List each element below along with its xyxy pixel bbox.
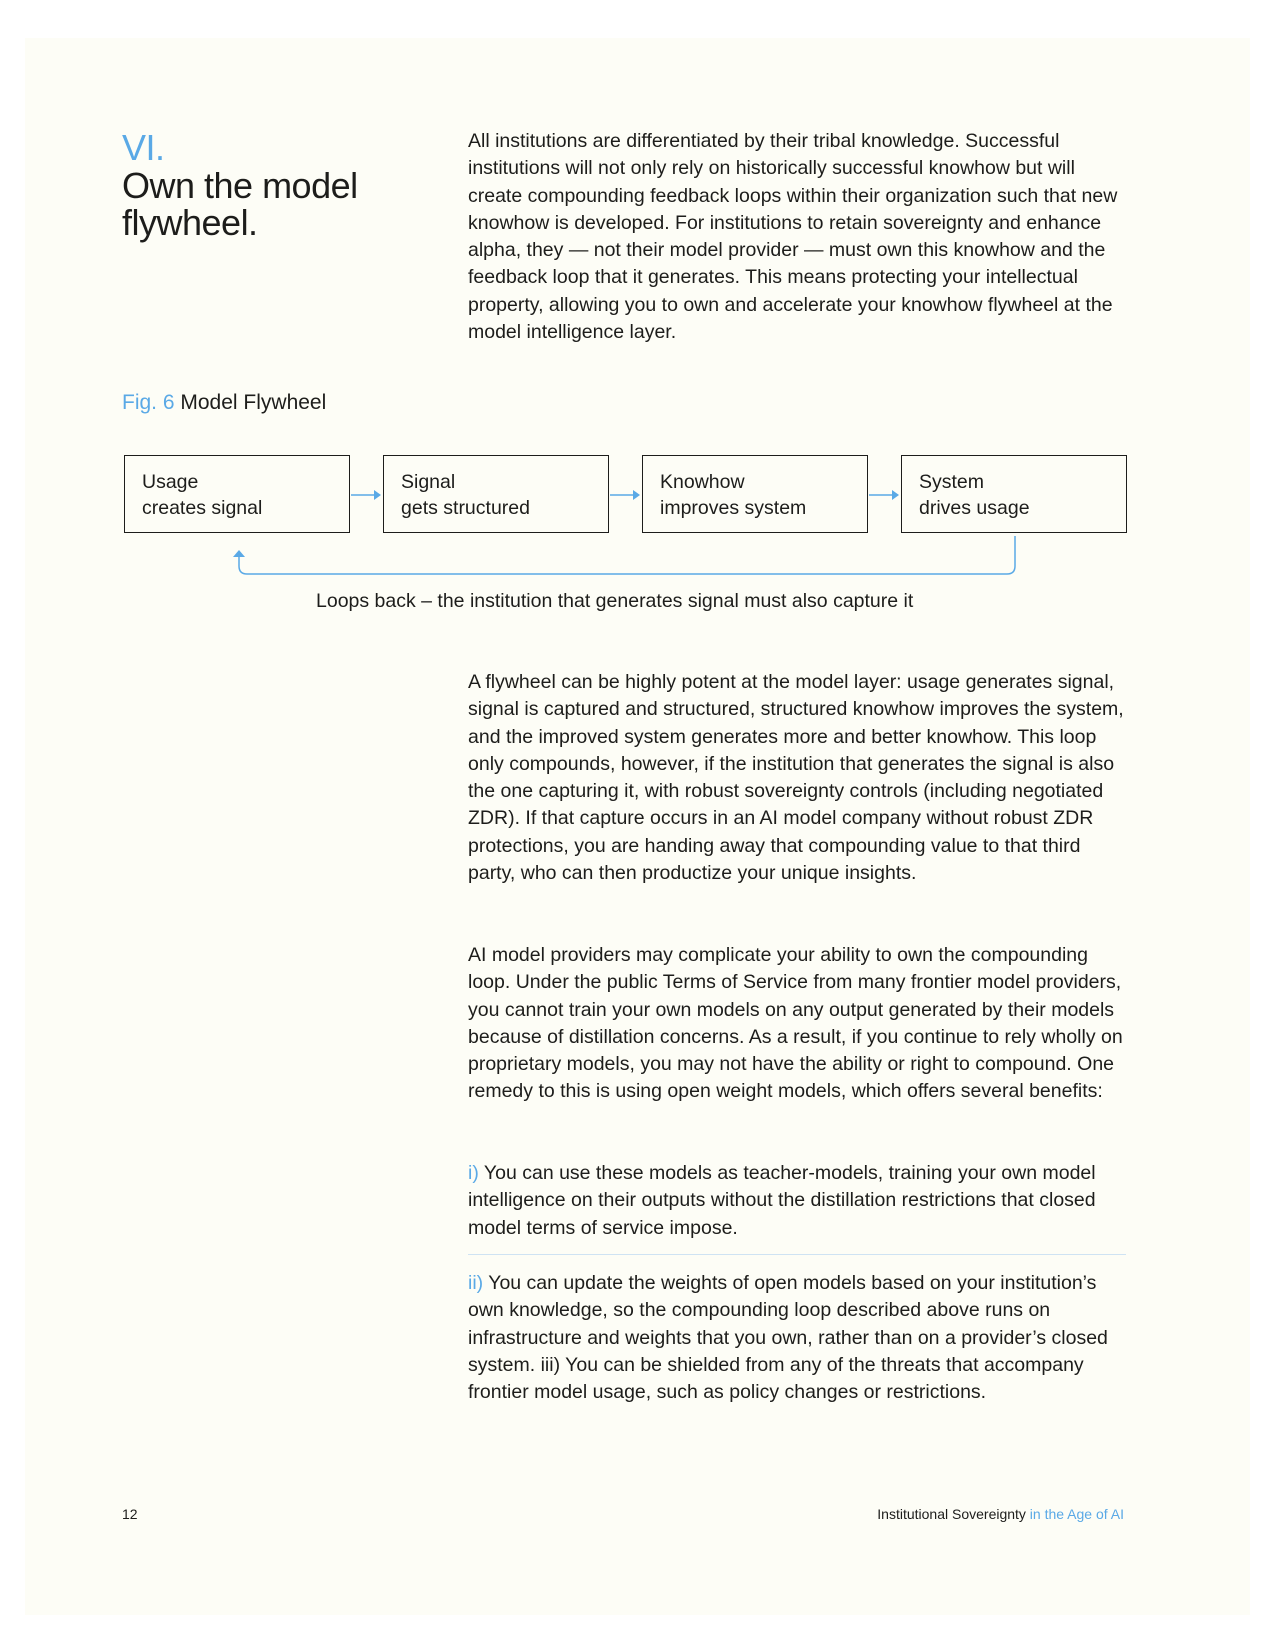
loop-back-arrowhead: [233, 550, 245, 557]
figure-title: Model Flywheel: [180, 391, 327, 414]
step-title: System: [919, 471, 985, 493]
list-text: You can update the weights of open models based on your institution’s own knowledge, so the compounding loop described above runs on infrastructure and weights that you own, rather than on a provider’s closed system. iii) You can be shielded from any of the threats that accompany frontier model usage, such as policy changes or restrictions.: [468, 1272, 1108, 1404]
section-number: VI.: [122, 127, 165, 168]
section-title: Own the model flywheel.: [122, 165, 358, 243]
page-number: 12: [122, 1506, 138, 1522]
list-item: [468, 1160, 1133, 1242]
list-marker: ii): [468, 1272, 484, 1294]
step-subtitle: improves system: [660, 497, 807, 519]
step-subtitle: gets structured: [401, 497, 530, 519]
arrow-1-head: [374, 490, 381, 500]
doc-title: Institutional Sovereignty: [877, 1506, 1026, 1522]
step-subtitle: drives usage: [919, 497, 1030, 519]
body-paragraph-2: AI model providers may complicate your ability to own the compounding loop. Under the public Terms of Service from many frontier model providers, you cannot train your own models on any output generated by their models because of distillation concerns. As a result, if you continue to rely wholly on proprietary models, you may not have the ability or right to compound. One remedy to this is using open weight models, which offers several benefits:: [468, 944, 1123, 1103]
loop-label: Loops back – the institution that generates signal must also capture it: [316, 590, 914, 612]
list-text: You can use these models as teacher-models, training your own model intelligence on their outputs without the distillation restrictions that closed model terms of service impose.: [468, 1162, 1096, 1239]
doc-title-accent: in the Age of AI: [1025, 1506, 1124, 1522]
list-item: [468, 1270, 1133, 1406]
arrow-3-head: [892, 490, 899, 500]
step-title: Usage: [142, 471, 199, 493]
loop-back-line: [239, 536, 1015, 574]
divider: [468, 1254, 1126, 1255]
step-title: Knowhow: [660, 471, 745, 493]
arrow-2-head: [633, 490, 640, 500]
figure-number: Fig. 6: [122, 391, 175, 414]
intro-paragraph: All institutions are differentiated by their tribal knowledge. Successful institutions will not only rely on historically successful knowhow but will create compounding feedback loops within their organization such that new knowhow is developed. For institutions to retain sovereignty and enhance alpha, they — not their model provider — must own this knowhow and the feedback loop that it generates. This means protecting your intellectual property, allowing you to own and accelerate your knowhow flywheel at the model intelligence layer.: [468, 130, 1118, 344]
flow-connectors: [0, 0, 1275, 620]
body-paragraph-1: A flywheel can be highly potent at the model layer: usage generates signal, signal is captured and structured, structured knowhow improves the system, and the improved system generates more and better knowhow. This loop only compounds, however, if the institution that generates the signal is also the one capturing it, with robust sovereignty controls (including negotiated ZDR). If that capture occurs in an AI model company without robust ZDR protections, you are handing away that compounding value to that third party, who can then productize your unique insights.: [468, 671, 1124, 885]
footer-doc-title: [877, 1505, 1124, 1523]
list-marker: i): [468, 1162, 479, 1184]
step-subtitle: creates signal: [142, 497, 263, 519]
step-title: Signal: [401, 471, 456, 493]
